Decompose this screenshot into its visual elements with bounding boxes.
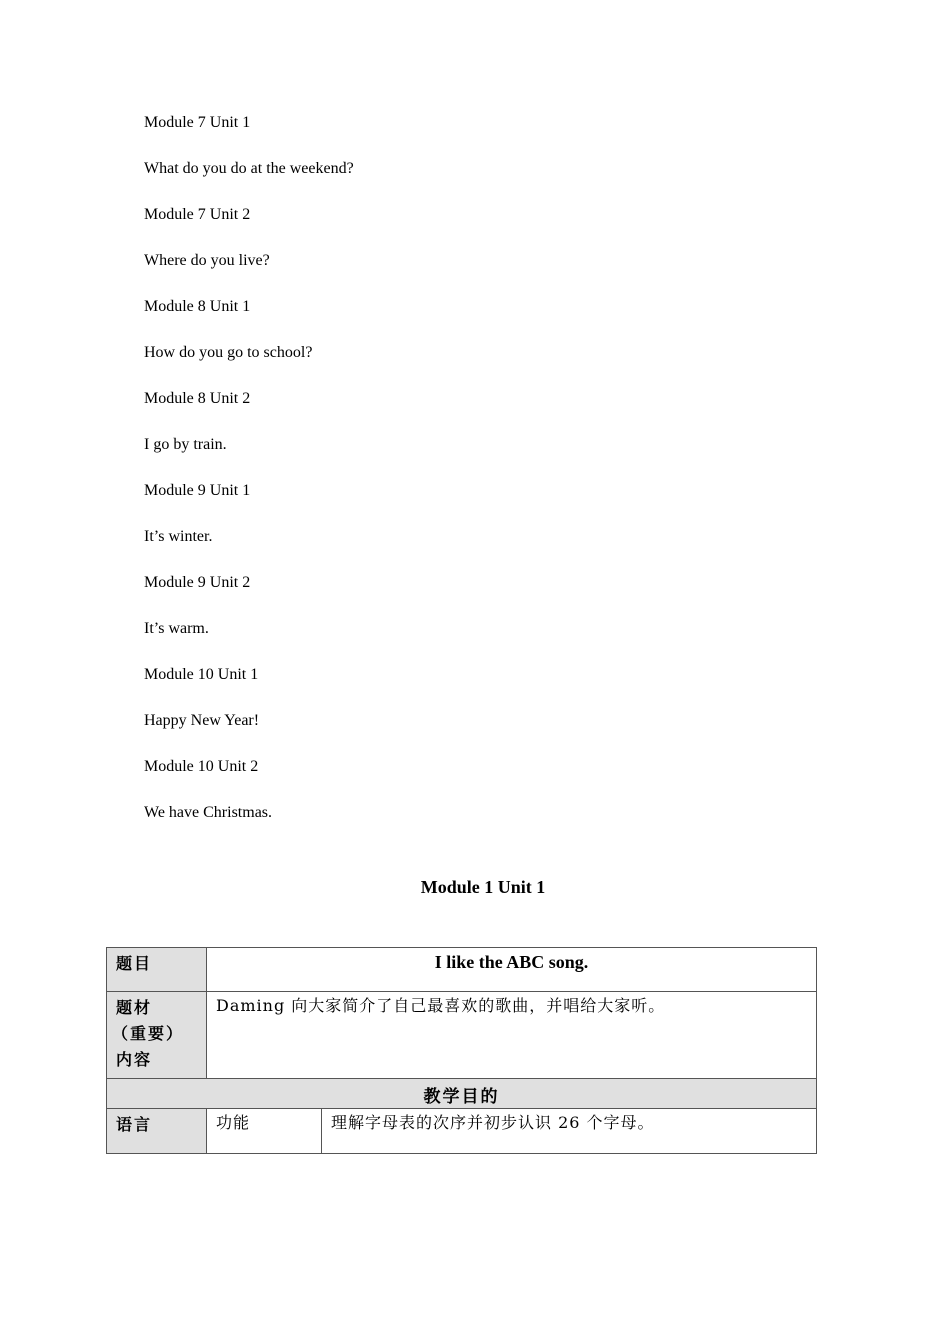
lesson-list-item: It’s warm.: [144, 620, 209, 637]
title-label-cell: [107, 948, 207, 992]
topic-label-cell: [107, 992, 207, 1079]
table-row: [107, 1079, 817, 1109]
function-label-cell: [207, 1109, 322, 1154]
lesson-list-item: Module 8 Unit 1: [144, 298, 251, 315]
lesson-list-item: Module 9 Unit 2: [144, 574, 251, 591]
topic-label-line: 内容: [116, 1050, 153, 1069]
topic-label-line: （重要）: [112, 1024, 185, 1043]
title-value-cell: [207, 948, 817, 992]
function-value: 理解字母表的次序并初步认识 26 个字母。: [331, 1113, 655, 1132]
function-label: 功能: [216, 1113, 251, 1132]
function-value-cell: [322, 1109, 817, 1154]
language-label-cell: [107, 1109, 207, 1154]
lesson-list-item: It’s winter.: [144, 528, 213, 545]
lesson-list-item: Module 10 Unit 1: [144, 666, 259, 683]
objectives-header: 教学目的: [423, 1087, 500, 1107]
lesson-list-item: Where do you live?: [144, 252, 270, 269]
lesson-list-item: What do you do at the weekend?: [144, 160, 354, 177]
lesson-list-item: I go by train.: [144, 436, 227, 453]
lesson-list-item: How do you go to school?: [144, 344, 313, 361]
lesson-list-item: We have Christmas.: [144, 804, 273, 821]
topic-value: Daming 向大家简介了自己最喜欢的歌曲，并唱给大家听。: [216, 996, 666, 1015]
table-row: [107, 948, 817, 992]
language-label: 语言: [116, 1115, 153, 1134]
table-row: [107, 992, 817, 1079]
table-row: [107, 1109, 817, 1154]
lesson-list-item: Module 7 Unit 1: [144, 114, 251, 131]
lesson-list-item: Module 10 Unit 2: [144, 758, 259, 775]
topic-value-cell: [207, 992, 817, 1079]
lesson-list-item: Module 8 Unit 2: [144, 390, 251, 407]
title-value: I like the ABC song.: [434, 952, 589, 972]
lesson-plan-table: [106, 947, 817, 1154]
lesson-list-item: Module 9 Unit 1: [144, 482, 251, 499]
lesson-list-item: Module 7 Unit 2: [144, 206, 251, 223]
section-heading: Module 1 Unit 1: [420, 877, 546, 897]
lesson-list-item: Happy New Year!: [144, 712, 260, 729]
topic-label-line: 题材: [116, 998, 153, 1017]
title-label: 题目: [116, 954, 153, 973]
objectives-header-cell: [107, 1079, 817, 1109]
